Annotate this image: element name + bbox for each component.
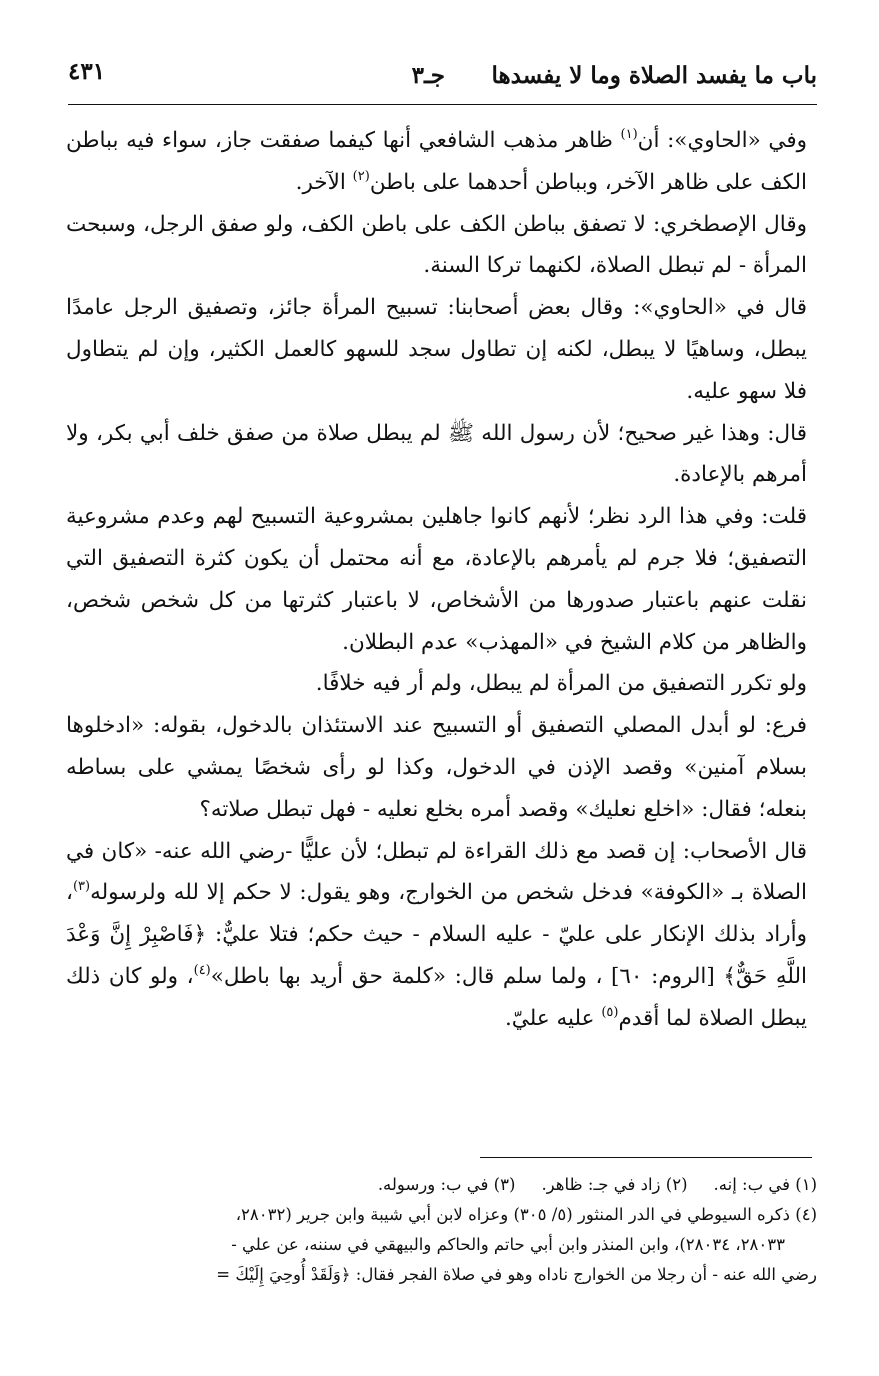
text-run: ، ولو كان ذلك يبطل الصلاة لما أقدم — [66, 963, 807, 1031]
footnote-ref[interactable]: (٤) — [193, 962, 211, 978]
chapter-title: باب ما يفسد الصلاة وما لا يفسدها — [491, 62, 817, 89]
text-run: ، وأراد بذلك الإنكار على عليّ - عليه السلام - حيث حكم؛ فتلا عليٌّ: ﴿فَاصْبِرْ إِنَّ وَعْدَ اللَّهِ حَقٌّ﴾ [الروم: ٦٠] ، ولما سلم قال: «كلمة حق أريد بها باطل» — [66, 880, 807, 989]
paragraph — [66, 120, 807, 204]
text-run: قال الأصحاب: إن قصد مع ذلك القراءة لم تبطل؛ لأن عليًّا -رضي الله عنه- «كان في الصلاة بـ «الكوفة» فدخل شخص من الخوارج، وهو يقول: لا حكم إلا لله ولرسوله — [66, 838, 807, 906]
text-run: وقال الإصطخري: لا تصفق بباطن الكف على باطن الكف، ولو صفق الرجل، وسبحت المرأة - لم تبطل الصلاة، لكنهما تركا السنة. — [66, 211, 807, 279]
paragraph — [66, 496, 807, 663]
text-run: ولو تكرر التصفيق من المرأة لم يبطل، ولم أر فيه خلافًا. — [315, 671, 807, 697]
paragraph — [66, 831, 807, 1040]
volume-label: جـ٣ — [411, 62, 445, 89]
page-header — [68, 58, 817, 96]
text-run: ظاهر مذهب الشافعي أنها كيفما صفقت جاز، سواء فيه بباطن الكف على ظاهر الآخر، وبباطن أحدهما على باطن — [66, 128, 807, 195]
paragraph — [66, 413, 807, 497]
footnote-4-line: ٢٨٠٣٣، ٢٨٠٣٤)، وابن المنذر وابن أبي حاتم والحاكم والبيهقي في سننه، عن علي - — [231, 1235, 785, 1254]
paragraph — [66, 663, 807, 705]
paragraph — [66, 287, 807, 412]
footnote-2: (٢) زاد في جـ: ظاهر. — [541, 1175, 688, 1194]
text-run: عليه عليّ. — [504, 1005, 602, 1031]
footnote-1: (١) في ب: إنه. — [713, 1175, 817, 1194]
footnote-4-line: (٤) ذكره السيوطي في الدر المنثور (٥/ ٣٠٥) وعزاه لابن أبي شيبة وابن جرير (٢٨٠٣٢، — [235, 1205, 817, 1224]
main-text — [66, 120, 807, 1040]
page-number: ٤٣١ — [68, 58, 106, 85]
text-run: قال: وهذا غير صحيح؛ لأن رسول الله ﷺ لم يبطل صلاة من صفق خلف أبي بكر، ولا أمرهم بالإعادة. — [66, 420, 807, 488]
footnote-3: (٣) في ب: ورسوله. — [377, 1175, 516, 1194]
footnote-ref[interactable]: (٣) — [72, 879, 91, 895]
paragraph — [66, 204, 807, 288]
footnotes — [52, 1170, 817, 1290]
text-run: قال في «الحاوي»: وقال بعض أصحابنا: تسبيح المرأة جائز، وتصفيق الرجل عامدًا يبطل، وساهيًا لا يبطل، لكنه إن تطاول سجد للسهو كالعمل الكثير، وإن لم يتطاول فلا سهو عليه. — [66, 295, 807, 404]
text-run: وفي «الحاوي»: أن — [637, 128, 807, 153]
text-run: الآخر. — [295, 169, 353, 195]
footnote-4-line: رضي الله عنه - أن رجلا من الخوارج ناداه وهو في صلاة الفجر فقال: ﴿وَلَقَدْ أُوحِيَ إِلَيْكَ = — [216, 1265, 817, 1284]
paragraph — [66, 705, 807, 830]
footnote-ref[interactable]: (١) — [620, 127, 638, 142]
text-run: فرع: لو أبدل المصلي التصفيق أو التسبيح عند الاستئذان بالدخول، بقوله: «ادخلوها بسلام آمنين» وقصد الإذن في الدخول، وكذا لو رأى شخصًا يمشي على بساطه بنعله؛ فقال: «اخلع نعليك» وقصد أمره بخلع نعليه - فهل تبطل صلاته؟ — [66, 713, 807, 822]
text-run: قلت: وفي هذا الرد نظر؛ لأنهم كانوا جاهلين بمشروعية التسبيح لهم وعدم مشروعية التصفيق؛ فلا جرم لم يأمرهم بالإعادة، مع أنه محتمل أن يكون كثرة التصفيق التي نقلت عنهم باعتبار صدورها من الأشخاص، لا باعتبار كثرتها من كل شخص شخص، والظاهر من كلام الشيخ في «المهذب» عدم البطلان. — [66, 504, 807, 655]
footnote-row — [52, 1170, 817, 1200]
header-divider — [68, 104, 817, 105]
footnote-ref[interactable]: (٢) — [352, 168, 370, 184]
footnote-divider — [480, 1157, 812, 1158]
footnote-ref[interactable]: (٥) — [601, 1004, 619, 1020]
